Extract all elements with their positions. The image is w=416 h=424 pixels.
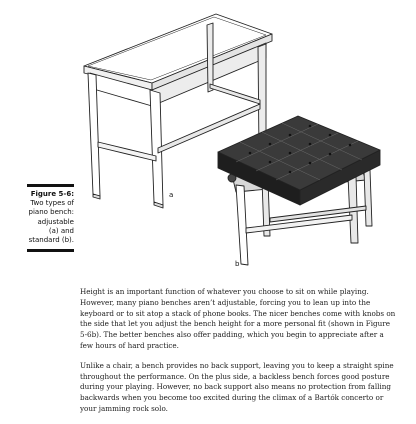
figure-caption xyxy=(27,184,74,252)
piano-bench-illustration xyxy=(75,8,395,273)
figure-caption-text: Two types of piano bench: adjustable (a) and standard (b). xyxy=(28,199,74,245)
paragraph-2: Unlike a chair, a bench provides no back support, leaving you to keep a straight spine throughout the performance. On the plus side, a backless bench forces good posture during your playing. However, no back support also means no protection from falling backwards when you become too excited during the climax of a Bartók concerto or your jamming rock solo. xyxy=(80,360,394,413)
figure-label-b: b xyxy=(235,260,240,268)
body-text xyxy=(80,287,398,424)
paragraph-1: Height is an important function of whatever you choose to sit on while playing. However, many piano benches aren’t adjustable, forcing you to lean up into the keyboard or to sit atop a stack of phone books. The nicer benches come with knobs on the side that let you adjust the bench height for a more personal fit (shown in Figure 5-6b). The better benches also offer padding, which you begin to appreciate after a few hours of hard practice. xyxy=(80,287,396,350)
figure-number: Figure 5-6: xyxy=(30,190,74,198)
adjustable-bench-drawing xyxy=(218,116,380,265)
figure-label-a: a xyxy=(169,191,174,199)
